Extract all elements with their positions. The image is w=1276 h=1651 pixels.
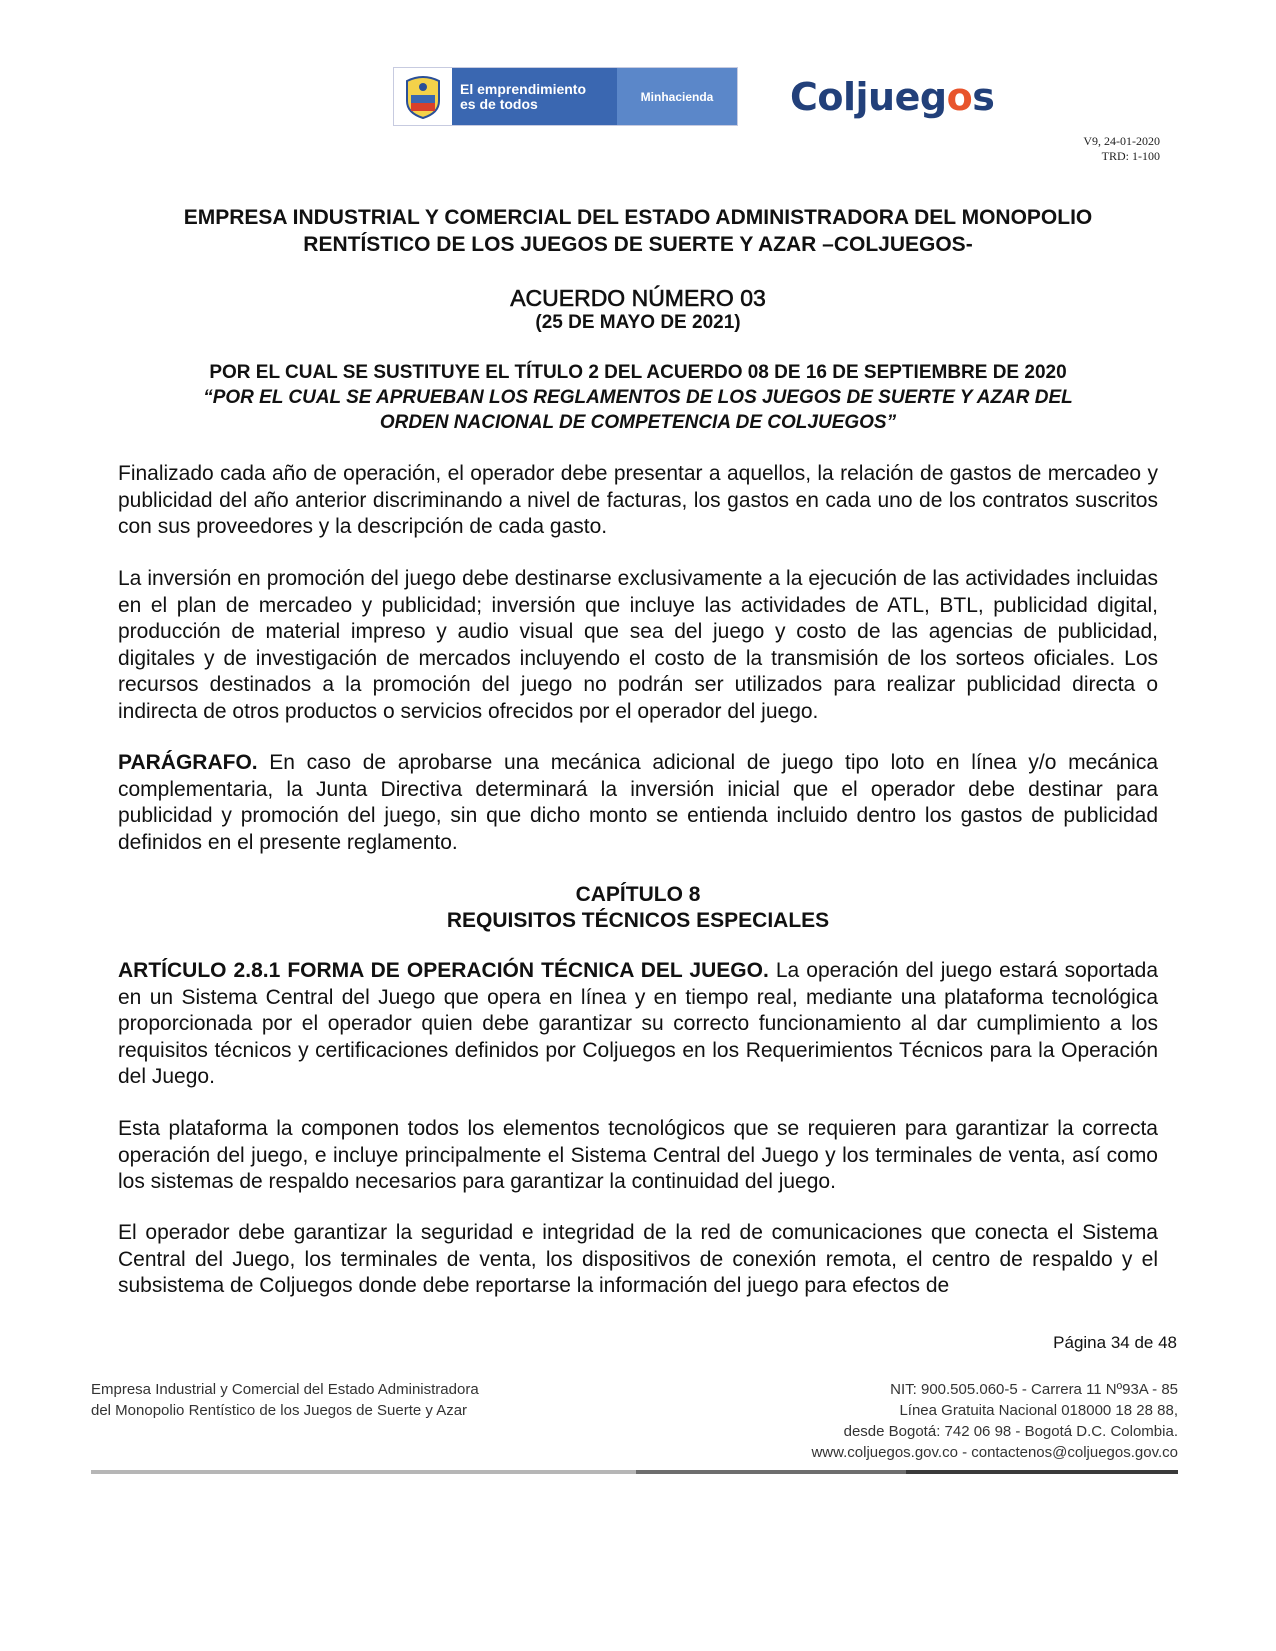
trd-text: TRD: 1-100 — [1101, 149, 1160, 163]
paragraph-paragrafo — [118, 750, 1158, 856]
government-logo — [393, 67, 738, 126]
brand-prefix: Coljueg — [790, 75, 947, 119]
gov-slogan-line1: El emprendimiento — [460, 80, 587, 97]
paragraph-plataforma: Esta plataforma la componen todos los elementos tecnológicos que se requieren para garantizar la correcta operación del juego, e incluye principalmente el Sistema Central del Juego y los terminales de venta, así como los sistemas de respaldo necesarios para garantizar la continuidad del juego. — [118, 1117, 1158, 1193]
acuerdo-date: (25 DE MAYO DE 2021) — [535, 312, 741, 333]
subject-line1: POR EL CUAL SE SUSTITUYE EL TÍTULO 2 DEL ACUERDO 08 DE 16 DE SEPTIEMBRE DE 2020 — [209, 362, 1067, 383]
chapter-subtitle: REQUISITOS TÉCNICOS ESPECIALES — [446, 909, 830, 932]
coljuegos-logo — [790, 72, 994, 122]
paragraph-gastos: Finalizado cada año de operación, el operador debe presentar a aquellos, la relación de gastos de mercadeo y publicidad del año anterior discriminando a nivel de facturas, los gastos en cada uno de los contratos suscritos con sus proveedores y la descripción de cada gasto. — [118, 462, 1158, 538]
footer-divider — [91, 1470, 1178, 1474]
paragraph-articulo — [118, 958, 1158, 1091]
articulo-label: ARTÍCULO 2.8.1 FORMA DE OPERACIÓN TÉCNICA DEL JUEGO. — [118, 959, 769, 982]
footer-phone: Línea Gratuita Nacional 018000 18 28 88, — [899, 1402, 1178, 1419]
footer-entity-line1: Empresa Industrial y Comercial del Estado Administradora — [91, 1381, 479, 1398]
footer-bogota: desde Bogotá: 742 06 98 - Bogotá D.C. Colombia. — [843, 1423, 1178, 1440]
gov-slogan-line2: es de todos — [460, 95, 538, 112]
version-text: V9, 24-01-2020 — [1083, 134, 1160, 148]
chapter-title: CAPÍTULO 8 — [575, 883, 701, 906]
acuerdo-subject — [118, 360, 1158, 435]
coat-of-arms-icon — [394, 68, 452, 125]
footer-entity — [91, 1379, 479, 1421]
entity-heading-line1: EMPRESA INDUSTRIAL Y COMERCIAL DEL ESTADO ADMINISTRADORA DEL MONOPOLIO — [183, 206, 1093, 229]
subject-line3: ORDEN NACIONAL DE COMPETENCIA DE COLJUEGOS” — [379, 412, 897, 433]
footer-web: www.coljuegos.gov.co - contactenos@coljuegos.gov.co — [811, 1444, 1178, 1461]
paragrafo-label: PARÁGRAFO. — [118, 751, 258, 774]
ministry-label: Minhacienda — [617, 68, 737, 125]
subject-line2: “POR EL CUAL SE APRUEBAN LOS REGLAMENTOS DE LOS JUEGOS DE SUERTE Y AZAR DEL — [203, 387, 1073, 408]
brand-accent: o — [946, 75, 973, 119]
paragraph-seguridad: El operador debe garantizar la seguridad e integridad de la red de comunicaciones que conecta el Sistema Central del Juego, los terminales de venta, los dispositivos de conexión remota, el centro de respaldo y el subsistema de Coljuegos donde debe reportarse la información del juego para efectos de — [118, 1221, 1158, 1297]
articulo-text: La operación del juego estará soportada en un Sistema Central del Juego que opera en línea y en tiempo real, mediante una plataforma tecnológica proporcionada por el operador quien debe garantizar su correcto funcionamiento al dar cumplimiento a los requisitos técnicos y certificaciones definidos por Coljuegos en los Requerimientos Técnicos para la Operación del Juego. — [118, 959, 1158, 1088]
gov-slogan — [452, 68, 617, 125]
footer-contact — [811, 1379, 1178, 1463]
chapter-heading — [118, 882, 1158, 934]
entity-heading-line2: RENTÍSTICO DE LOS JUEGOS DE SUERTE Y AZAR –COLJUEGOS- — [303, 233, 973, 256]
footer-nit: NIT: 900.505.060-5 - Carrera 11 Nº93A - 85 — [890, 1381, 1178, 1398]
page-number: Página 34 de 48 — [1053, 1333, 1177, 1352]
paragraph-inversion: La inversión en promoción del juego debe destinarse exclusivamente a la ejecución de las actividades incluidas en el plan de mercadeo y publicidad; inversión que incluye las actividades de ATL, BTL, publicidad digital, producción de material impreso y audio visual que sea del juego y costo de las agencias de publicidad, digitales y de investigación de mercados incluyendo el costo de la transmisión de los sorteos oficiales. Los recursos destinados a la promoción del juego no podrán ser utilizados para realizar publicidad directa o indirecta de otros productos o servicios ofrecidos por el operador del juego. — [118, 567, 1158, 723]
brand-suffix: s — [972, 75, 995, 119]
paragrafo-text: En caso de aprobarse una mecánica adicional de juego tipo loto en línea y/o mecánica complementaria, la Junta Directiva determinará la inversión inicial que el operador debe destinar para publicidad y promoción del juego, sin que dicho monto se entienda incluido dentro los gastos de publicidad definidos en el presente reglamento. — [118, 751, 1158, 854]
entity-heading — [118, 204, 1158, 258]
footer-entity-line2: del Monopolio Rentístico de los Juegos de Suerte y Azar — [91, 1402, 468, 1419]
acuerdo-number: ACUERDO NÚMERO 03 — [510, 285, 766, 311]
document-version — [1083, 134, 1160, 164]
